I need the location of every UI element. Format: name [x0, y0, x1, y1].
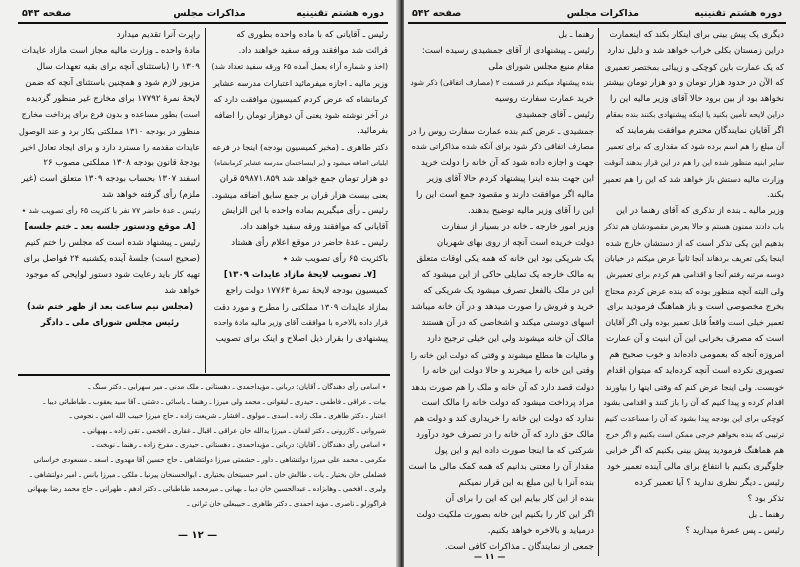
text-line: رئیس ـ رأی میگیریم بماده واحده با این الزایش [221, 206, 388, 216]
text-line: کمیسیون بودجه لایحهٔ نمرهٔ ۱۷۷۶۳ دولت راجع [225, 286, 388, 296]
text-line: رئیس ـ آقای جمشیدی [515, 110, 594, 120]
text-line: مراد پرداخت میشود که دولت خانه را مالک است [421, 398, 594, 408]
text-line: وزیر امور خارجه ـ خانه در بسیار از سفارت [441, 222, 594, 232]
text-line: ولیری ـ افخمی ـ وهابزاده ـ عبدالحسین خان دیبا ـ بهبانی ـ میرمحمد طباطبائی ـ دکتر ادهم ـ طهرانی ـ حاج محمد رضا بهبهانی [27, 485, 386, 494]
text-line: وزیر مالیه ـ اجازه میفرمائید اعتبارات مدرسه عشایر [213, 78, 388, 88]
text-line: این را آقای وزیر مالیه توضیح بدهند. [467, 206, 594, 216]
text-line: رئیس ـ دیگر نظری ندارید ؟ آیا تعمیر کرده [634, 478, 784, 488]
volume-label: دوره هشتم تقنینیه [296, 8, 384, 19]
text-line: راپرت آنرا تقدیم میدارد [116, 30, 200, 40]
text-line: ایلیاتی اضافه میشود و (بر اینساختمان مدرسه عشایر کرمانشاه) [214, 159, 388, 167]
text-line: بفرمائید. [357, 126, 388, 136]
text-line: بودجهٔ قانون بودجه ۱۳۰۸ مملکتی مصوب ۲۶ [43, 158, 200, 168]
text-line: رهنما ـ بل [558, 30, 594, 40]
text-line: اینجا یکی تعریف بردهاند آنجا ثانیاً عرض میکنم در خیابان [604, 254, 784, 263]
text-line: دراین لایحه تأمین بکنید یا اینکه پیشنهادی بکنند بنده بمقام [605, 110, 784, 119]
text-line: تعمیر خیلی است واقعاً قابل تعمیر بوده ولی اگر آقایان [605, 318, 784, 327]
column-divider [598, 28, 599, 556]
text-line: رئیس ـ عدهٔ حاضر ۷۷ نفر با کثریت ۶۵ رأی تصویب شد ٭ [21, 206, 200, 215]
text-line: کرمانشاه که عرض کردم کمیسیون موافقت دارد که [213, 94, 388, 104]
section-heading: [۸ـ موقع ودستور جلسه بعد ـ ختم جلسه] [24, 222, 196, 232]
text-line: (صحیح است) جلسهٔ آینده یکشنبه ۲۴ فواصل برای [23, 254, 200, 264]
left-page [0, 0, 398, 567]
text-line: تهیه کار باید رعایت شود دستور لوایحی که موجود [25, 270, 200, 280]
text-line: مکرمی ـ محمد علی میرزا دولتشاهی ـ داور ـ حشمتی میرزا دولتشاهی ـ حاج حسین آقا مهدوی ـ اسعد ـ مسعودی خراسانی [33, 455, 386, 464]
text-line: منظور در بودجه ۱۳۱۰ مملکتی بکار برد و عند الوصول [18, 126, 200, 136]
right-page [404, 0, 800, 567]
text-line: فضلعلی خان بختیار ـ یات ـ طالش خان ـ امیر حسینخان بختیاری ـ ابوالحسنخان پیرنیا ـ ملکی ـ میرزا یانس ـ امیر دولتشاهی ـ [29, 470, 386, 479]
text-line: مادهٔ واحده ـ وزارت مالیه مجاز است مازاد عایدات [21, 46, 200, 56]
section-heading: (مجلس نیم ساعت بعد از ظهر ختم شد) [27, 302, 193, 312]
text-line: اسفند ۱۳۰۷ بحساب بودجه ۱۳۰۹ متعلق است (غیر [21, 174, 200, 184]
text-line: بمازاد عایدات ۱۳۰۹ مملکتی را مطرح و مورد دقت [213, 302, 388, 312]
text-line: (اخذ و شماره آراء بعمل آمده ۶۵ ورقه سفید تعداد شد) [211, 62, 388, 71]
section-heading: [۷ـ تصویب لایحهٔ مازاد عایدات ۱۳۰۹] [223, 270, 377, 280]
text-line: آقایانی که موافقند ورقه سفید خواهند داد. [240, 222, 388, 232]
text-line: درمیاید و بالاخره خواهد بکنیم. [487, 526, 594, 536]
text-line: قرار داده بالاخره با موافقت آقای وزیر مالیه مادهٔ واحده [213, 318, 388, 327]
page-number: — ۱۱ — [474, 552, 506, 561]
text-line: پیشنهادی را بقرار ذیل اصلاح و اینک برای تصویب [215, 334, 388, 344]
text-line: یک شریکی بود این خانه که همه یکی اوقات متعلق [416, 254, 594, 264]
page-number: — ۱۲ — [178, 530, 218, 541]
text-line: دیگری یک پیش بینی برای اینکار بکند که اینعمارت [609, 30, 784, 40]
text-line: دو هزار تومان جمع خواهد شد ۵۹۸۷۱.۸۵۹ قران [219, 174, 388, 184]
text-line: شرکتی که ما اینجا صورت داده ایم و این پول [434, 446, 594, 456]
text-line: بنده پیشنهاد میکنم در قسمت ۲ (مصارف اتفاقی) ذکر شود [410, 78, 594, 87]
text-line: و مالیات ها مطلع میشوند و وقتی که دولت این خانه را [410, 350, 594, 360]
text-line: آن مبلغ را هم اسم برده شود که مقداری که برای تعمیر [606, 142, 784, 151]
footnote-rule [18, 374, 390, 376]
text-line: بنده آنرا با این مبلغ به این قرار نمیکنم [458, 478, 594, 488]
text-line: که الآن در حدود هزار تومان و دو هزار تومان بیشتر [604, 78, 784, 88]
text-line: امروزه آنجه که بعمومی داده‌اند و خوب صحیح هم [609, 350, 784, 360]
text-line: دراین زمستان بکلی خراب خواهد شد و دلیل ندارد [607, 46, 784, 56]
journal-title: مذاکرات مجلس [566, 8, 639, 19]
text-line: ملزم) رأی گرفته خواهد شد [101, 190, 200, 200]
text-line: خرید و فروش را صورت میدهد و در آن خانه میباشد [410, 302, 594, 312]
text-line: خرید عمارت سفارت روسیه [494, 94, 594, 104]
text-line: رئیس ـ آقایانی که با ماده واحده بطوری که [236, 30, 388, 40]
text-line: رئیس ـ عدهٔ حاضر در موقع اعلام رأی هشتاد [231, 238, 388, 248]
text-line: باب دادند ممنون هستم و حالا بعرض مقصودشان هم تذکر [604, 222, 784, 231]
text-line: کوچکی برای این بودجه پیدا بشود که آن را مساعدت کنیم [604, 414, 784, 423]
text-line: تصویری نکرده است آنچه کرده‌اید که میتوان اقدام [606, 366, 784, 376]
text-line: بکند. [767, 190, 784, 200]
column-divider [205, 28, 206, 373]
text-line: جهت و اجازه داده شود که آن خانه را دولت خرید [420, 158, 594, 168]
volume-label: دوره هشتم تقنینیه [694, 8, 782, 19]
text-column-right [604, 27, 784, 539]
text-column-right [212, 27, 388, 347]
text-line: جمشیدی ـ عرض کنم بنده عمارت سفارت روس را در [408, 126, 594, 136]
text-line: مزبور لازم شود و همچنین باستثنای آنچه که ضمن [25, 78, 200, 88]
text-line: دولت قصد دارد که آن خانه و ملک را هم صورت بدهد [411, 382, 594, 392]
text-line: اگر آقایان نمایندگان محترم موافقت بفرمایند که [615, 126, 784, 136]
text-line: خوبست. ولی اینجا عرض کنم که وقتی اینها را بیاورند [605, 382, 784, 392]
text-line: عایدات مقدمه را مسترد دارد و برای ایجاد تعادل اخیر [20, 142, 200, 152]
text-line: دولت خریده است آنچه از روی بهای شهربان [436, 238, 594, 248]
text-line: در آخر نوشته شود یعنی آن دوهزار تومان را اضافه [214, 110, 388, 120]
text-column-left [410, 27, 594, 555]
text-line: رئیس ـ پیشنهادی از آقای جمشیدی رسیده است: [421, 46, 594, 56]
text-line: باکثریت ۶۵ رأی تصویب شد ٭ [283, 254, 388, 264]
text-line: ولی البته آنچه منظور بوده که بنده عرض کردم محتاج [604, 286, 784, 296]
section-heading: رئیس مجلس شورای ملی ـ دادگر [40, 318, 180, 328]
text-line: دوسه مرتبه رفتم آنجا و اقدامی هم کردم برای تعمیرش [606, 270, 784, 279]
text-line: هم هماهنگ فرمودید پیش بینی بکنیم که اگر خرابی [605, 446, 784, 456]
text-line: اقدام کرده و پیدا کنیم که آن را باز کنند و اقدامی بشود [603, 398, 784, 407]
text-line: ترتیبی که بنده بخواهم خرجی ممکن است بکنیم و اگر خرج [605, 430, 784, 439]
text-line: به مالک خارجه یک تمایلی حاکی از این میشود که [421, 270, 594, 280]
text-column-left [20, 27, 200, 331]
text-line: بیات ـ عراقی ـ فاطمی ـ حیدری ـ لیقوانی ـ محمد ولی میرزا ـ رهنما ـ یاسائی ـ دشتی ـ آقا سید یعقوب ـ طباطبائی دیبا ـ [43, 397, 386, 406]
text-line: بخرج مخصوصی است و باز هماهنگ فرمودید برای [607, 302, 784, 312]
text-line: مصارف اتفاقی ذکر شود برای آنکه شده مذاکراتی شده [411, 142, 594, 151]
text-line: مقدار آن را معتنی بدانیم که همه کمک مالی ما است [408, 462, 594, 472]
text-line: اسهای دوستی میکند و اشخاصی که در آن هستند [421, 318, 594, 328]
text-line: دکتر طاهری ـ (مخبر کمیسیون بودجه) اینجا در فرعه [212, 142, 388, 152]
text-line: است که مصرف بخرابی این آن ابنیت و آن عمارت [606, 334, 784, 344]
text-line: رئیس ـ پیشنهاد شده است که مجلس را ختم کنیم [25, 238, 200, 248]
text-line: وقتی این خانه را میخرند و حالا دولت این خانه را [422, 366, 594, 376]
text-line: ۱۳۰۹ را (باستثنای آنچه برای بقیه تعهدات سال [36, 62, 200, 72]
text-line: ٭ اسامی رأی دهندگان ـ آقایان: دربانی ـ مؤیداحمدی ـ دهستانی ـ حیدری ـ مفرخ زاده ـ رهنما ـ نوبخت ـ [91, 441, 386, 450]
text-line: یعنی بیست هزار قران بر جمع سابق اضافه میشود. [211, 190, 388, 200]
text-line: این جهت بنده اینرا پیشنهاد کردم حالا آقای وزیر [426, 174, 594, 184]
text-line: مالک حق دارد که آن خانه را در تصرف خود درآورد [416, 430, 594, 440]
text-line: بنده از این کار بیایم این که این را برای آن [445, 494, 594, 504]
page-header [408, 6, 786, 24]
text-line: شیروانی ـ کازرونی ـ دکتر لقمان ـ میرزا یدالله خان عراقی ـ اقبال ـ غفاری ـ افخمی ـ تقی زاده ـ بهبهانی ـ [82, 426, 386, 435]
text-line: وزیر مالیه ـ بنده از تذکری که آقای رهنما در این [615, 206, 784, 216]
text-line: خواهد شد [164, 286, 200, 296]
text-line: بدهیم این یکی تذکر است که از دستشان خارج شده [605, 238, 784, 248]
page-label: صفحه ۵۴۲ [412, 8, 462, 19]
text-line: ندارد که دولت این خانه را خریداری کند و دولت هم [414, 414, 594, 424]
text-line: جمعی از نمایندگان ـ مذاکرات کافی است. [444, 542, 594, 552]
journal-title: مذاکرات مجلس [173, 8, 246, 19]
text-line: اعتبار ـ دکتر طاهری ـ ملک زاده ـ اسدی ـ مولوی ـ افشار ـ شریعت زاده ـ حاج میرزا حبیب الله امین ـ نجومی ـ [69, 412, 386, 421]
page-header [18, 6, 388, 24]
text-line: این در ملک بالفعل تصرف میشود یک شریکی که [423, 286, 594, 296]
text-line: مالیه اگر موافقت دارند و مقصود جمع است این را [416, 190, 594, 200]
text-line: که یک عمارت باین کوچکی و زیبائی بمختصر تعمیری [604, 62, 784, 72]
text-line: مالک آن خانه میشوند ولی این خیلی ترجیح دارد [426, 334, 594, 344]
page-label: صفحه ۵۴۳ [22, 8, 72, 19]
text-line: مقام منیع مجلس شورای ملی [488, 62, 594, 72]
text-line: رهنما ـ بل [748, 510, 784, 520]
text-line: رئیس ـ پس عمرهٔ میدارید ؟ [685, 526, 784, 536]
text-line: سایر ابنیه منظور شده این را هم در این قرار بدهند آنوقت [603, 158, 784, 167]
text-line: است) بطور مساعده و بدون فرع برای پرداخت مخارج [21, 110, 200, 119]
text-line: ٭ اسامی رأی دهندگان ـ آقایان: دربانی ـ مؤیداحمدی ـ دهستانی ـ ملک مدنی ـ میر سهرابی ـ دکتر سنگ ـ [88, 383, 386, 391]
text-line: قراگوزلو ـ ناصری ـ مؤید احمدی ـ دکتر طاهری ـ حبیبعلی خان ثرانی ـ [187, 499, 386, 508]
text-line: تذکر بود ؟ [747, 494, 784, 504]
text-line: قرائت شد موافقند ورقه سفید خواهند داد. [238, 46, 388, 56]
text-line: نخواهد بود از بین برود حالا آقای وزیر مالیه این را [610, 94, 784, 104]
text-line: جلوگیری بکنیم با انتفاع برای مالی آینده تعمیر خود [606, 462, 784, 472]
text-line: اگر این کار را بکنیم این خانه بصورت ملکیت دولت [416, 510, 594, 520]
footnotes-vote-names [20, 380, 386, 511]
text-line: وزارت مالیه دستش باز خواهد شد که این را هم تعمیر [603, 174, 784, 184]
text-line: لایحهٔ نمرهٔ ۱۷۷۹۲ برای مخارج غیر منظور گردیده [26, 94, 200, 104]
